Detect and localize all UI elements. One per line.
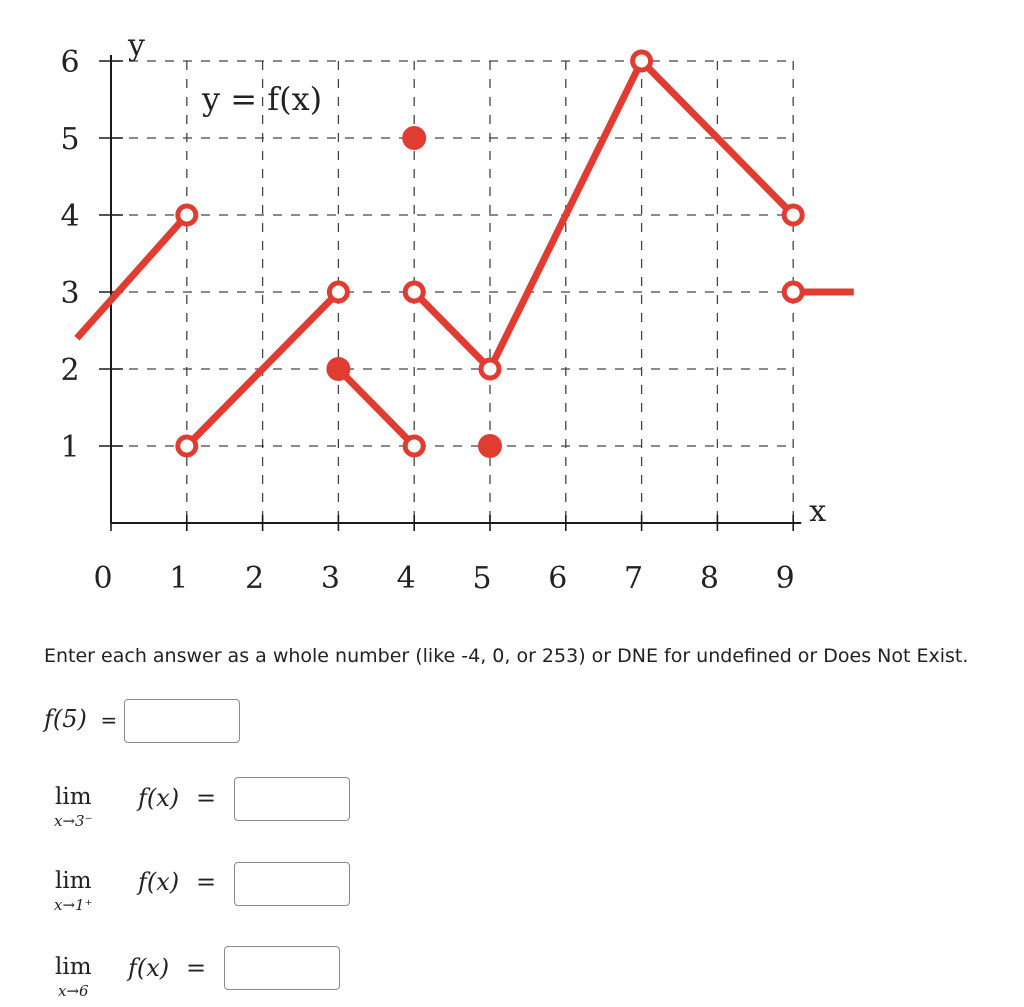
x-axis-label: x [809, 494, 827, 529]
closed-point [326, 357, 350, 381]
curve-segment [77, 215, 187, 338]
curve-layer [77, 61, 854, 446]
limit-word-2: lim [55, 868, 92, 894]
open-point [405, 283, 423, 301]
x-tick-label: 3 [320, 561, 340, 596]
limit-equals-2: = [196, 868, 217, 896]
limit-function-2: f(x) [138, 868, 180, 896]
y-axis-label: y [128, 28, 145, 63]
x-tick-label: 7 [624, 561, 644, 596]
limit-equals-3: = [186, 954, 207, 982]
x-tick-label: 1 [169, 561, 189, 596]
instructions-text: Enter each answer as a whole number (like -4, 0, or 253) or DNE for undefined or Does Not Exist. [44, 645, 969, 667]
open-point [784, 283, 802, 301]
limit-subscript-x-to-3-minus: x→3⁻ [54, 812, 93, 830]
limit-subscript-x-to-1-plus: x→1⁺ [54, 896, 93, 914]
open-point [178, 437, 196, 455]
question-f5-label [44, 705, 117, 733]
y-tick-label: 1 [60, 430, 80, 465]
x-tick-label: 4 [396, 561, 416, 596]
y-tick-label: 6 [60, 45, 80, 80]
curve-segment [338, 369, 414, 446]
axis-layer [99, 55, 801, 531]
closed-point [478, 434, 502, 458]
answer-limit-x-to-1-plus-input[interactable] [234, 862, 350, 906]
closed-point [402, 126, 426, 150]
x-tick-label: 2 [245, 561, 265, 596]
x-tick-label: 9 [775, 561, 795, 596]
open-point [481, 360, 499, 378]
label-layer [60, 28, 826, 596]
answer-limit-x-to-3-minus-input[interactable] [234, 777, 350, 821]
open-point [329, 283, 347, 301]
x-tick-label: 8 [699, 561, 719, 596]
limit-subscript-x-to-6: x→6 [58, 982, 89, 1000]
chart-title: y = f(x) [202, 80, 323, 118]
x-tick-label: 0 [93, 561, 113, 596]
f5-equals: = [100, 708, 118, 732]
y-tick-label: 2 [60, 353, 80, 388]
open-point [405, 437, 423, 455]
open-point [784, 206, 802, 224]
f5-expression: f(5) [44, 705, 87, 733]
y-tick-label: 4 [60, 199, 80, 234]
limit-function-1: f(x) [138, 784, 180, 812]
open-point [178, 206, 196, 224]
limit-function-3: f(x) [128, 954, 170, 982]
y-tick-label: 5 [60, 122, 80, 157]
answer-limit-x-to-6-input[interactable] [224, 946, 340, 990]
answer-f5-input[interactable] [124, 699, 240, 743]
limit-word-1: lim [55, 784, 92, 810]
limit-word-3: lim [55, 954, 92, 980]
y-tick-label: 3 [60, 276, 80, 311]
grid-layer [111, 61, 793, 523]
x-tick-label: 5 [472, 561, 492, 596]
x-tick-label: 6 [548, 561, 568, 596]
limit-equals-1: = [196, 784, 217, 812]
open-point [633, 52, 651, 70]
